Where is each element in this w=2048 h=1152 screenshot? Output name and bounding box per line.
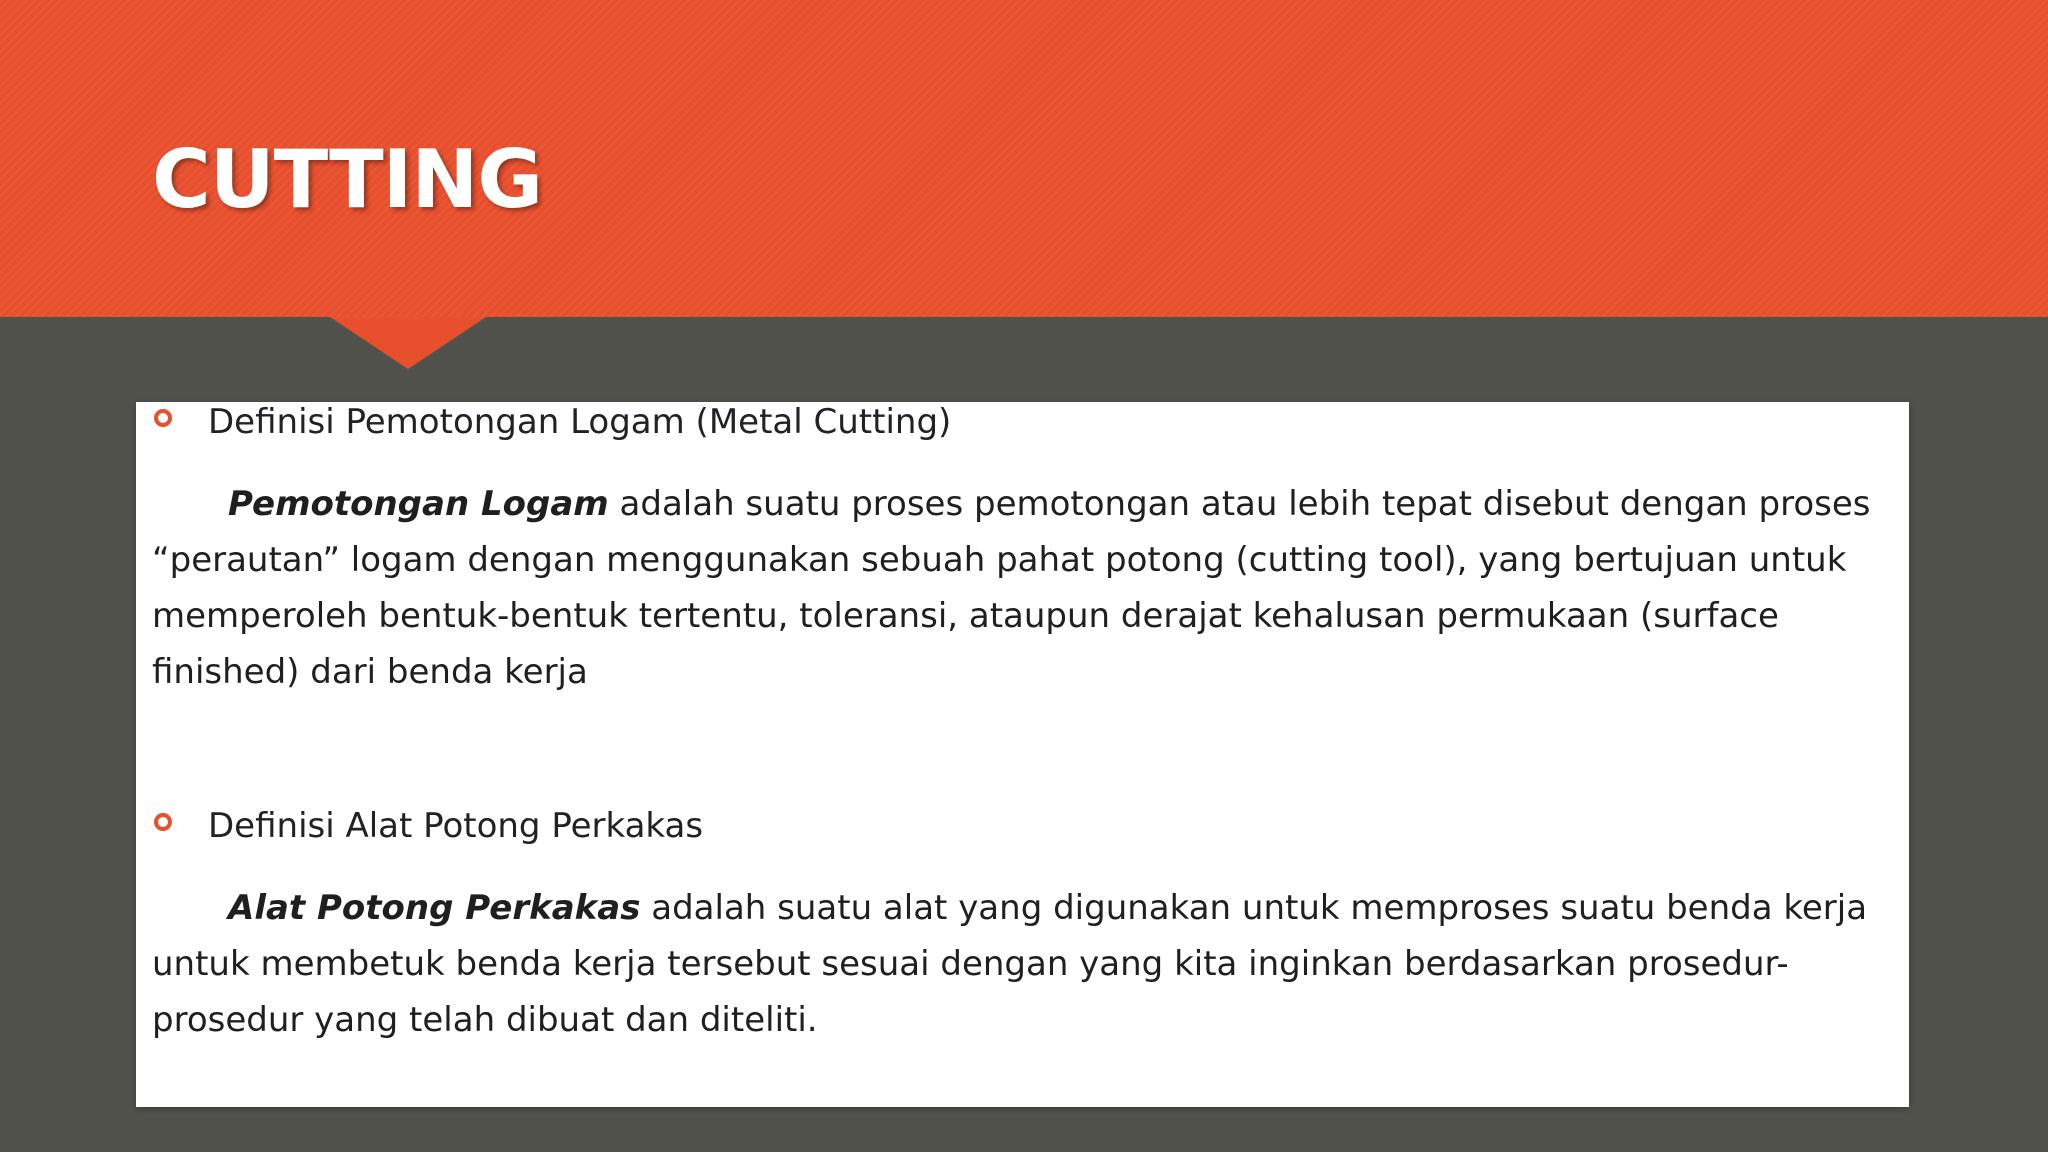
bullet-circle-icon (154, 409, 172, 427)
content-panel (136, 402, 1909, 1107)
defined-term: Pemotongan Logam (228, 484, 609, 524)
bullet-item (136, 806, 1909, 846)
banner-notch (330, 317, 486, 369)
defined-term: Alat Potong Perkakas (228, 888, 641, 928)
definition-paragraph (152, 476, 1872, 700)
bullet-heading: Definisi Pemotongan Logam (Metal Cutting) (208, 402, 952, 442)
slide-title: CUTTING (152, 133, 543, 226)
definition-paragraph (152, 880, 1872, 1048)
definition-cutting-tool (136, 806, 1909, 1048)
definition-text: adalah suatu proses pemotongan atau lebih tepat disebut dengan proses “perautan” logam dengan menggunakan sebuah pahat potong (cutting tool), yang bertujuan untuk memperoleh bentuk-bentuk tertentu, toleransi, ataupun derajat kehalusan permukaan (surface finished) dari benda kerja (152, 484, 1871, 692)
definition-metal-cutting (136, 402, 1909, 700)
definition-text: adalah suatu alat yang digunakan untuk memproses suatu benda kerja untuk membetuk benda kerja tersebut sesuai dengan yang kita inginkan berdasarkan prosedur-prosedur yang telah dibuat dan diteliti. (152, 888, 1868, 1040)
bullet-item (136, 402, 1909, 442)
bullet-circle-icon (154, 813, 172, 831)
bullet-heading: Definisi Alat Potong Perkakas (208, 806, 704, 846)
